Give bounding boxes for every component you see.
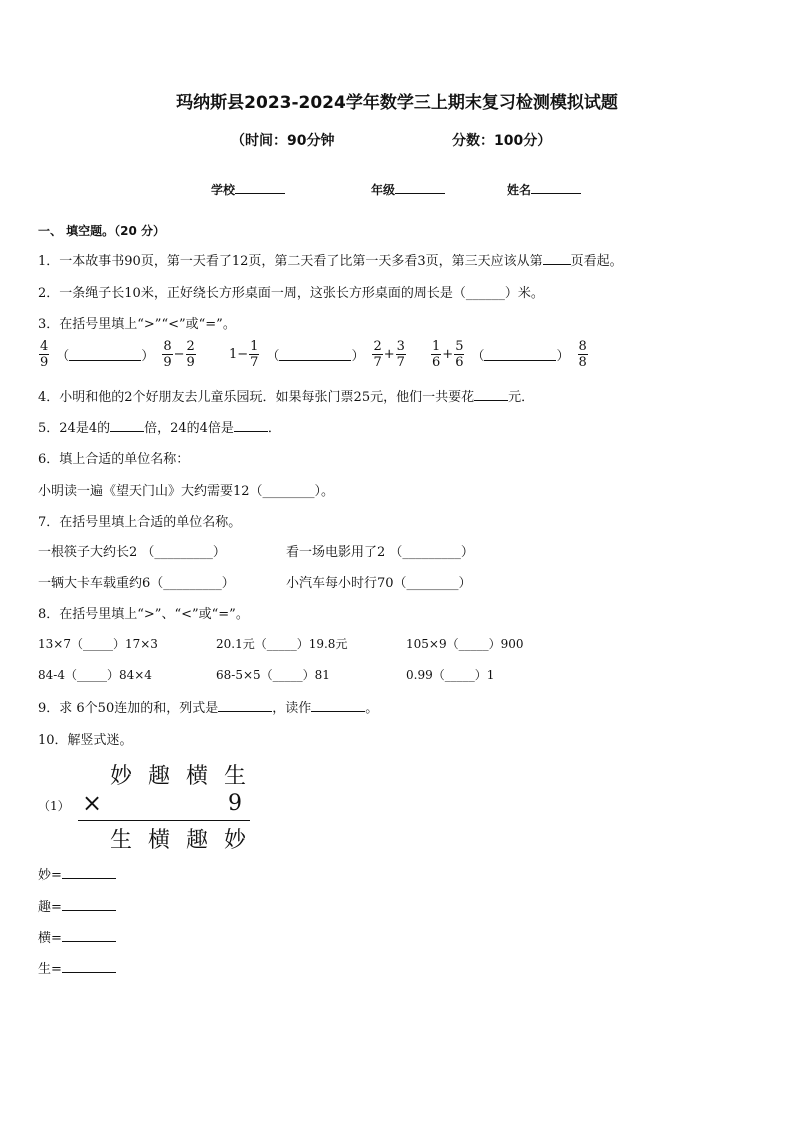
vertical-line [78, 820, 250, 821]
question-2: 2．一条绳子长10米，正好绕长方形桌面一周，这张长方形桌面的周长是（______）米。 [38, 286, 544, 301]
question-1: 1．一本故事书90页，第一天看了12页，第二天看了比第一天多看3页，第三天应该从第 页看起。 [38, 254, 623, 269]
vertical-sub-label: （1） [38, 799, 70, 813]
question-8-r2-c2: 68-5×5（_____）81 [216, 668, 330, 682]
q3-expression-2: 1− $\frac{1}{7}$ （ ） $\frac{2}{7}$ + $\frac{3}{7}$ [229, 339, 405, 370]
vertical-times-sign: × [82, 789, 103, 817]
vertical-bottom-row: 生 横 趣 妙 [109, 828, 246, 853]
question-7-item-c: 一辆大卡车载重约6（_________） [38, 576, 235, 591]
section-heading: 一、 填空题。（20 分） [38, 224, 166, 238]
q3-blank-1[interactable] [69, 348, 141, 361]
question-5: 5．24是4的 倍，24的4倍是 ． [38, 421, 281, 436]
question-7: 7．在括号里填上合适的单位名称。 [38, 515, 242, 530]
question-3: 3．在括号里填上“>”“<”或“=”。 [38, 317, 236, 332]
question-8: 8．在括号里填上“>”、“<”或“=”。 [38, 607, 249, 622]
q4-blank[interactable] [474, 388, 508, 401]
q3-expression-3: $\frac{1}{6}$ + $\frac{5}{6}$ （ ） $\frac{8}{8}$ [432, 339, 587, 370]
vertical-multiplier: 9 [228, 791, 242, 816]
question-8-r2-c3: 0.99（_____）1 [406, 668, 495, 682]
question-9: 9．求 6个50连加的和，列式是 ，读作 。 [38, 701, 379, 716]
exam-time: （时间：90分钟 [231, 133, 335, 149]
vertical-top-row: 妙 趣 横 生 [109, 764, 246, 789]
q5-blank-2[interactable] [234, 419, 268, 432]
q5-blank-1[interactable] [110, 419, 144, 432]
question-6-item: 小明读一遍《望天门山》大约需要12（________）。 [38, 484, 335, 499]
question-10: 10．解竖式迷。 [38, 733, 133, 748]
question-8-r2-c1: 84-4（_____）84×4 [38, 668, 152, 682]
answer-qu[interactable]: 趣= [38, 896, 116, 915]
name-field[interactable] [507, 181, 581, 198]
name-label: 姓名 [507, 183, 532, 197]
question-7-item-a: 一根筷子大约长2 （_________） [38, 545, 226, 560]
q9-blank-1[interactable] [218, 699, 272, 712]
q3-blank-3[interactable] [484, 348, 556, 361]
grade-field[interactable] [371, 181, 445, 198]
grade-label: 年级 [371, 183, 396, 197]
school-label: 学校 [211, 183, 236, 197]
q3-expression-1: $\frac{4}{9}$ （ ） $\frac{8}{9}$ − $\frac{2}{9}$ [40, 339, 195, 370]
q1-blank[interactable] [543, 252, 571, 265]
question-4: 4．小明和他的2个好朋友去儿童乐园玩．如果每张门票25元，他们一共要花 元． [38, 390, 535, 405]
q3-blank-2[interactable] [279, 348, 351, 361]
question-7-item-d: 小汽车每小时行70（________） [286, 576, 472, 591]
answer-miao[interactable]: 妙= [38, 864, 116, 883]
question-6: 6．填上合适的单位名称： [38, 452, 190, 467]
exam-score: 分数：100分） [452, 133, 552, 149]
q9-blank-2[interactable] [311, 699, 365, 712]
question-8-r1-c2: 20.1元（_____）19.8元 [216, 637, 348, 651]
page-title: 玛纳斯县2023-2024学年数学三上期末复习检测模拟试题 [176, 93, 618, 113]
answer-sheng[interactable]: 生= [38, 958, 116, 977]
question-8-r1-c1: 13×7（_____）17×3 [38, 637, 158, 651]
school-field[interactable] [211, 181, 285, 198]
answer-heng[interactable]: 横= [38, 927, 116, 946]
question-8-r1-c3: 105×9（_____）900 [406, 637, 524, 651]
question-7-item-b: 看一场电影用了2 （_________） [286, 545, 474, 560]
